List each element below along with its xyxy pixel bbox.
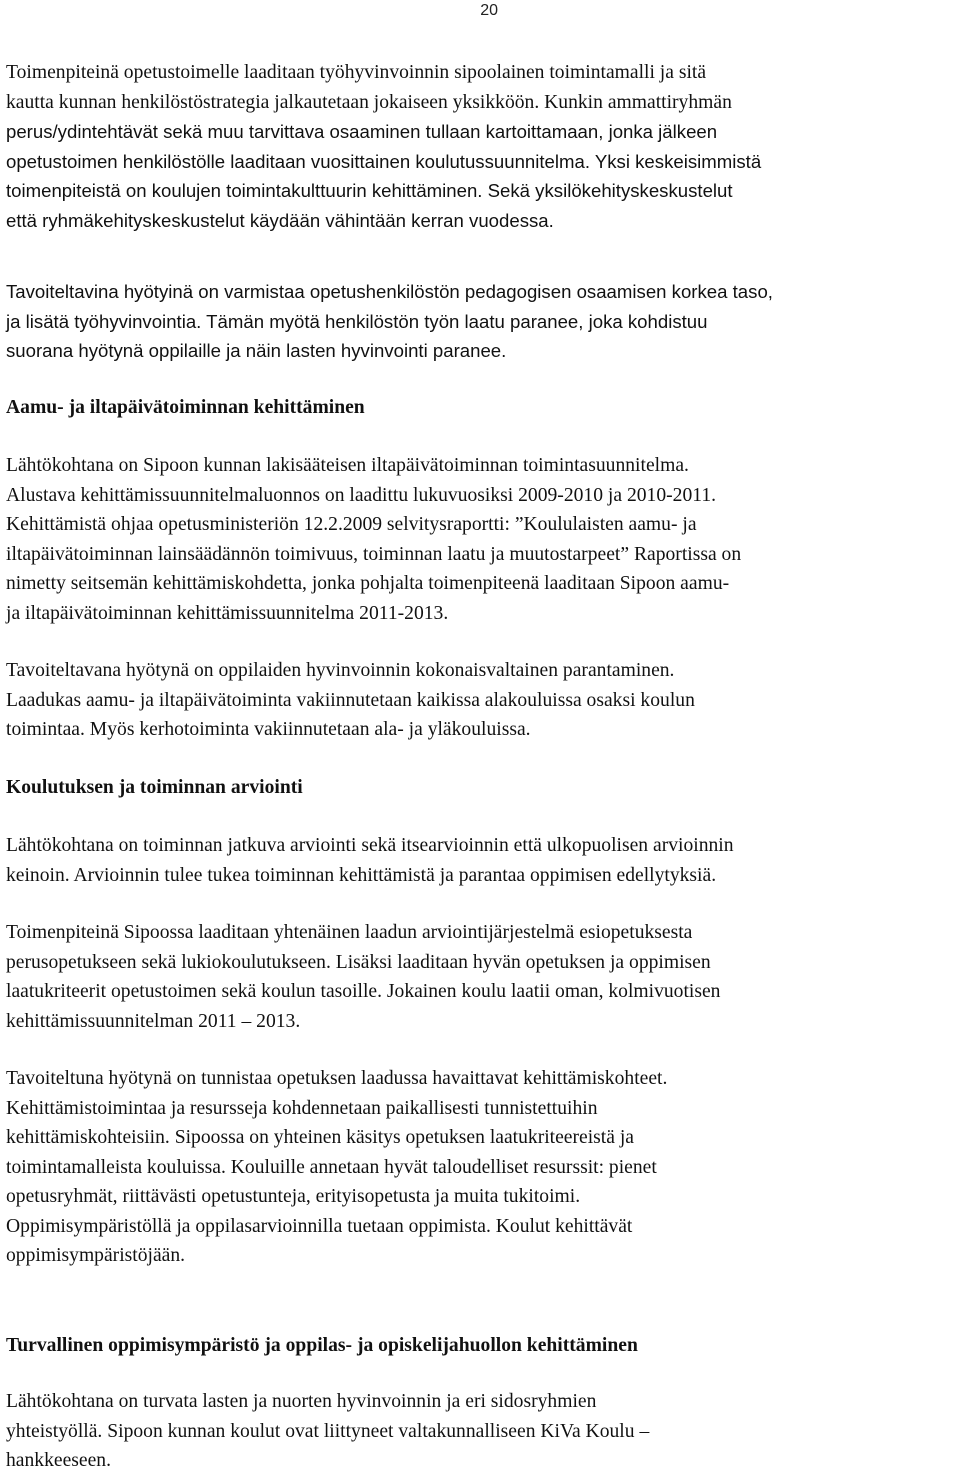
text-line: perusopetukseen sekä lukiokoulutukseen. Lisäksi laaditaan hyvän opetuksen ja oppimisen xyxy=(6,951,711,973)
paragraph xyxy=(6,451,956,628)
text-line: ja lisätä työhyvinvointia. Tämän myötä henkilöstön työn laatu paranee, joka kohdistuu xyxy=(6,310,708,332)
text-line: hankkeeseen. xyxy=(6,1450,111,1471)
text-line: Laadukas aamu- ja iltapäivätoiminta vakiinnutetaan kaikissa alakouluissa osaksi koulun xyxy=(6,689,695,711)
text-line: opetusryhmät, riittävästi opetustunteja, erityisopetusta ja muita tukitoimi. xyxy=(6,1186,581,1207)
text-line: toimenpiteistä on koulujen toimintakulttuurin kehittäminen. Sekä yksilökehityskeskustelut xyxy=(6,180,733,201)
text-line: Lähtökohtana on toiminnan jatkuva arviointi sekä itsearvioinnin että ulkopuolisen arvioinnin xyxy=(6,835,734,856)
text-line: Tavoiteltavina hyötyinä on varmistaa opetushenkilöstön pedagogisen osaamisen korkea taso, xyxy=(6,281,773,302)
text-line: laatukriteerit opetustoimen sekä koulun tasoille. Jokainen koulu laatii oman, kolmivuotisen xyxy=(6,981,721,1002)
text-line: Oppimisympäristöllä ja oppilasarvioinnilla tuetaan oppimista. Koulut kehittävät xyxy=(6,1215,633,1237)
text-line: Kehittämistä ohjaa opetusministeriön 12.2.2009 selvitysraportti: ”Koululaisten aamu- ja xyxy=(6,514,697,535)
section-heading: Aamu- ja iltapäivätoiminnan kehittäminen xyxy=(6,397,365,418)
text-line: perus/ydintehtävät sekä muu tarvittava osaaminen tullaan kartoittamaan, jonka jälkeen xyxy=(6,121,718,142)
paragraph xyxy=(6,277,956,366)
text-line: suorana hyötynä oppilaille ja näin lasten hyvinvointi paranee. xyxy=(6,340,507,361)
text-line: että ryhmäkehityskeskustelut käydään vähintään kerran vuodessa. xyxy=(6,209,554,231)
text-line: kehittämiskohteisiin. Sipoossa on yhteinen käsitys opetuksen laatukriteereistä ja xyxy=(6,1127,634,1148)
text-line: iltapäivätoiminnan lainsäädännön toimivuus, toiminnan laatu ja muutostarpeet” Raportissa on xyxy=(6,543,742,565)
page-number: 20 xyxy=(480,2,498,19)
paragraph xyxy=(6,656,956,745)
text-line: toimintamalleista kouluissa. Kouluille annetaan hyvät taloudelliset resurssit: pienet xyxy=(6,1156,657,1178)
text-line: Alustava kehittämissuunnitelmaluonnos on laadittu lukuvuosiksi 2009-2010 ja 2010-2011. xyxy=(6,484,717,506)
text-line: Kehittämistoimintaa ja resursseja kohdennetaan paikallisesti tunnistettuihin xyxy=(6,1097,598,1119)
section-heading: Koulutuksen ja toiminnan arviointi xyxy=(6,777,303,798)
text-line: oppimisympäristöjään. xyxy=(6,1245,186,1266)
paragraph xyxy=(6,1387,956,1476)
text-line: ja iltapäivätoiminnan kehittämissuunnitelma 2011-2013. xyxy=(6,602,449,624)
text-line: Toimenpiteinä opetustoimelle laaditaan työhyvinvoinnin sipoolainen toimintamalli ja sitä xyxy=(6,62,707,83)
text-line: toimintaa. Myös kerhotoiminta vakiinnutetaan ala- ja yläkouluissa. xyxy=(6,719,531,740)
section-heading: Turvallinen oppimisympäristö ja oppilas- ja opiskelijahuollon kehittäminen xyxy=(6,1335,638,1356)
text-line: Tavoiteltuna hyötynä on tunnistaa opetuksen laadussa havaittavat kehittämiskohteet. xyxy=(6,1068,668,1089)
text-line: kautta kunnan henkilöstöstrategia jalkautetaan jokaiseen yksikköön. Kunkin ammattiryhmän xyxy=(6,91,732,113)
text-line: yhteistyöllä. Sipoon kunnan koulut ovat liittyneet valtakunnalliseen KiVa Koulu – xyxy=(6,1420,650,1442)
text-line: Lähtökohtana on turvata lasten ja nuorten hyvinvoinnin ja eri sidosryhmien xyxy=(6,1391,597,1412)
text-line: keinoin. Arvioinnin tulee tukea toiminnan kehittämistä ja parantaa oppimisen edellytyksiä. xyxy=(6,864,717,886)
paragraph xyxy=(6,1064,956,1271)
text-line: opetustoimen henkilöstölle laaditaan vuosittainen koulutussuunnitelma. Yksi keskeisimmistä xyxy=(6,150,762,172)
text-line: Tavoiteltavana hyötynä on oppilaiden hyvinvoinnin kokonaisvaltainen parantaminen. xyxy=(6,660,675,681)
paragraph xyxy=(6,918,956,1036)
text-line: Lähtökohtana on Sipoon kunnan lakisääteisen iltapäivätoiminnan toimintasuunnitelma. xyxy=(6,455,689,476)
text-line: kehittämissuunnitelman 2011 – 2013. xyxy=(6,1010,301,1032)
text-line: nimetty seitsemän kehittämiskohdetta, jonka pohjalta toimenpiteenä laaditaan Sipoon aamu- xyxy=(6,573,730,594)
paragraph xyxy=(6,58,956,235)
paragraph xyxy=(6,831,956,890)
text-line: Toimenpiteinä Sipoossa laaditaan yhtenäinen laadun arviointijärjestelmä esiopetuksesta xyxy=(6,922,693,943)
